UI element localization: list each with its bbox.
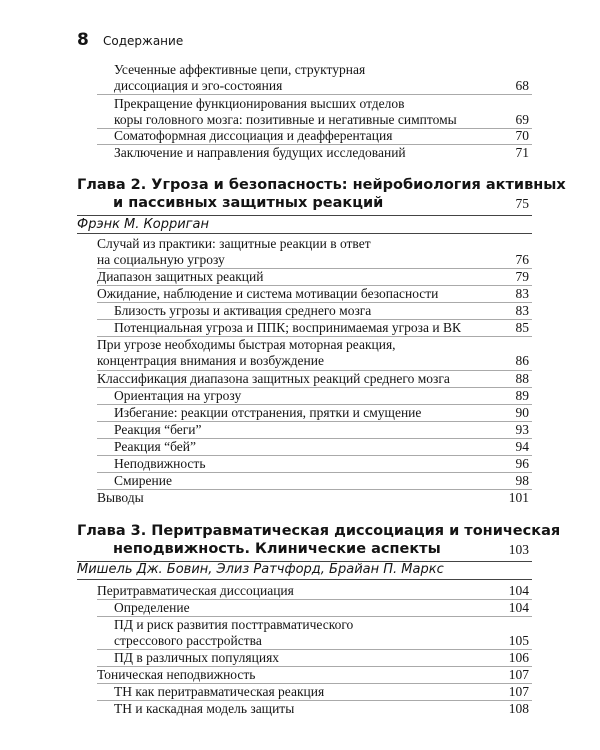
entry-page: 69 xyxy=(515,112,529,127)
chapter-page: 75 xyxy=(515,196,529,211)
entry-page: 68 xyxy=(515,78,529,93)
running-title: Содержание xyxy=(103,34,184,48)
entry-line: Тоническая неподвижность xyxy=(97,667,256,682)
entry-line: концентрация внимания и возбуждение xyxy=(97,353,324,368)
entry-page: 98 xyxy=(515,473,529,488)
entry-page: 94 xyxy=(515,439,529,454)
entry-page: 88 xyxy=(515,371,529,386)
entry-page: 106 xyxy=(508,650,529,665)
entry-page: 71 xyxy=(515,145,529,160)
entry-line: Выводы xyxy=(97,490,144,505)
entry-line: Ориентация на угрозу xyxy=(114,388,242,403)
entry-page: 70 xyxy=(515,128,529,143)
chapter-rule xyxy=(77,215,532,216)
entry-line: Классификация диапазона защитных реакций среднего мозга xyxy=(97,371,450,386)
entry-line: коры головного мозга: позитивные и негативные симптомы xyxy=(114,112,457,127)
entry-page: 104 xyxy=(508,583,529,598)
entry-page: 89 xyxy=(515,388,529,403)
entry-page: 93 xyxy=(515,422,529,437)
entry-page: 90 xyxy=(515,405,529,420)
entry-page: 107 xyxy=(508,684,529,699)
entry-line: Определение xyxy=(114,600,190,615)
entry-line: Перитравматическая диссоциация xyxy=(97,583,294,598)
entry-line: диссоциация и эго-состояния xyxy=(114,78,283,93)
entry-line: Смирение xyxy=(114,473,172,488)
entry-page: 86 xyxy=(515,353,529,368)
entry-line: ПД и риск развития посттравматического xyxy=(114,617,354,632)
chapter-title-line: Глава 3. Перитравматическая диссоциация и тоническая xyxy=(77,523,561,539)
entry-line: Усеченные аффективные цепи, структурная xyxy=(114,62,366,77)
entry-page: 101 xyxy=(508,490,529,505)
entry-page: 107 xyxy=(508,667,529,682)
entry-page: 108 xyxy=(508,701,529,716)
entry-line: Реакция “бей” xyxy=(114,439,196,454)
leader-rule xyxy=(97,489,532,490)
chapter-author: Фрэнк М. Корриган xyxy=(77,217,209,232)
entry-line: Диапазон защитных реакций xyxy=(97,269,264,284)
entry-page: 79 xyxy=(515,269,529,284)
entry-line: Заключение и направления будущих исследований xyxy=(114,145,406,160)
chapter-title-line: неподвижность. Клинические аспекты xyxy=(113,541,441,557)
entry-line: Ожидание, наблюдение и система мотивации безопасности xyxy=(97,286,439,301)
entry-line: Неподвижность xyxy=(114,456,206,471)
author-rule xyxy=(77,233,532,234)
entry-line: Прекращение функционирования высших отделов xyxy=(114,96,405,111)
chapter-title-line: Глава 2. Угроза и безопасность: нейробиология активных xyxy=(77,177,566,193)
author-rule xyxy=(77,579,532,580)
chapter-page: 103 xyxy=(508,542,529,557)
entry-page: 85 xyxy=(515,320,529,335)
entry-line: ПД в различных популяциях xyxy=(114,650,280,665)
entry-page: 96 xyxy=(515,456,529,471)
page-number: 8 xyxy=(77,30,89,50)
entry-line: Реакция “беги” xyxy=(114,422,202,437)
chapter-title-line: и пассивных защитных реакций xyxy=(113,195,384,211)
entry-line: стрессового расстройства xyxy=(114,633,262,648)
chapter-author: Мишель Дж. Бовин, Элиз Ратчфорд, Брайан П. Маркс xyxy=(77,562,444,577)
entry-line: Избегание: реакции отстранения, прятки и смущение xyxy=(114,405,422,420)
running-header xyxy=(77,30,183,50)
entry-page: 83 xyxy=(515,286,529,301)
entry-line: ТН и каскадная модель защиты xyxy=(114,701,295,716)
entry-page: 105 xyxy=(508,633,529,648)
entry-page: 83 xyxy=(515,303,529,318)
entry-line: Близость угрозы и активация среднего мозга xyxy=(114,303,372,318)
entry-line: Случай из практики: защитные реакции в ответ xyxy=(97,236,371,251)
entry-page: 104 xyxy=(508,600,529,615)
entry-line: ТН как перитравматическая реакция xyxy=(114,684,325,699)
entry-page: 76 xyxy=(515,252,529,267)
entry-line: При угрозе необходимы быстрая моторная реакция, xyxy=(97,337,396,352)
entry-line: Соматоформная диссоциация и деафферентация xyxy=(114,128,393,143)
entry-line: Потенциальная угроза и ППК; воспринимаемая угроза и ВК xyxy=(114,320,461,335)
entry-line: на социальную угрозу xyxy=(97,252,225,267)
